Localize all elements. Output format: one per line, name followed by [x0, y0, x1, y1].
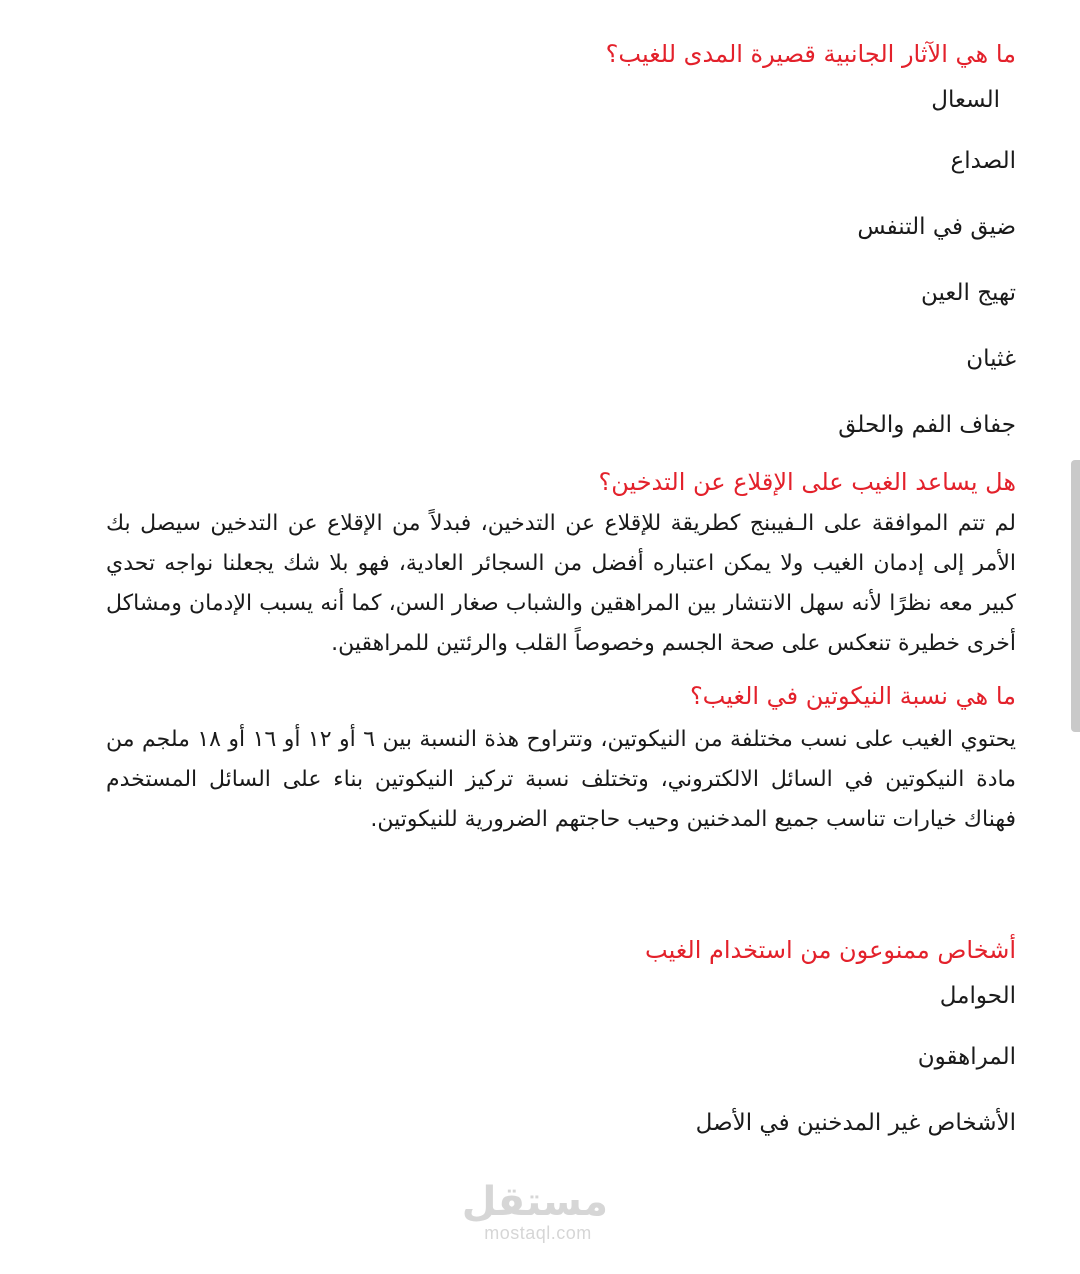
section-nicotine-ratio	[106, 678, 1016, 840]
list-item: جفاف الفم والحلق	[838, 412, 1016, 438]
section-paragraph: يحتوي الغيب على نسب مختلفة من النيكوتين، وتتراوح هذة النسبة بين ٦ أو ١٢ أو ١٦ أو ١٨ ملجم من مادة النيكوتين في السائل الالكتروني، وتختلف نسبة تركيز النيكوتين بناء على السائل المستخدم فهناك خيارات تناسب جميع المدخنين وحيب حاجتهم الضرورية للنيكوتين.	[106, 727, 1016, 832]
section-paragraph: لم تتم الموافقة على الـفيبنج كطريقة للإقلاع عن التدخين، فبدلاً من الإقلاع عن التدخين سيصل بك الأمر إلى إدمان الغيب ولا يمكن اعتباره أفضل من السجائر العادية، فهو بلا شك يجعلنا نواجه تحدي كبير معه نظرًا لأنه سهل الانتشار بين المراهقين والشباب صغار السن، كما أنه يسبب الإدمان ومشاكل أخرى خطيرة تنعكس على صحة الجسم وخصوصاً القلب والرئتين للمراهقين.	[106, 511, 1016, 656]
list-item: المراهقون	[917, 1044, 1016, 1070]
section-prohibited-people	[106, 932, 1016, 1156]
watermark-brand: مستقل	[461, 1179, 608, 1225]
list-item: غثيان	[966, 346, 1016, 372]
mostaql-watermark	[461, 1179, 608, 1243]
list-item: الحوامل	[939, 983, 1016, 1009]
section-heading: ما هي نسبة النيكوتين في الغيب؟	[689, 682, 1016, 710]
article-content	[106, 36, 1016, 1156]
list-item: الصداع	[950, 148, 1016, 174]
side-effects-list	[106, 72, 1016, 458]
section-quit-smoking	[106, 464, 1016, 664]
section-heading: هل يساعد الغيب على الإقلاع عن التدخين؟	[598, 468, 1016, 496]
list-item: تهيج العين	[920, 280, 1016, 306]
vertical-scrollbar[interactable]	[1071, 460, 1080, 732]
section-heading: ما هي الآثار الجانبية قصيرة المدى للغيب؟	[605, 40, 1016, 68]
list-item: السعال	[931, 87, 1000, 113]
prohibited-people-list	[106, 968, 1016, 1156]
section-short-term-side-effects	[106, 36, 1016, 458]
list-item: ضيق في التنفس	[857, 214, 1016, 240]
list-item: الأشخاص غير المدخنين في الأصل	[695, 1110, 1016, 1136]
section-heading: أشخاص ممنوعون من استخدام الغيب	[645, 936, 1016, 964]
watermark-url: mostaql.com	[484, 1223, 592, 1243]
